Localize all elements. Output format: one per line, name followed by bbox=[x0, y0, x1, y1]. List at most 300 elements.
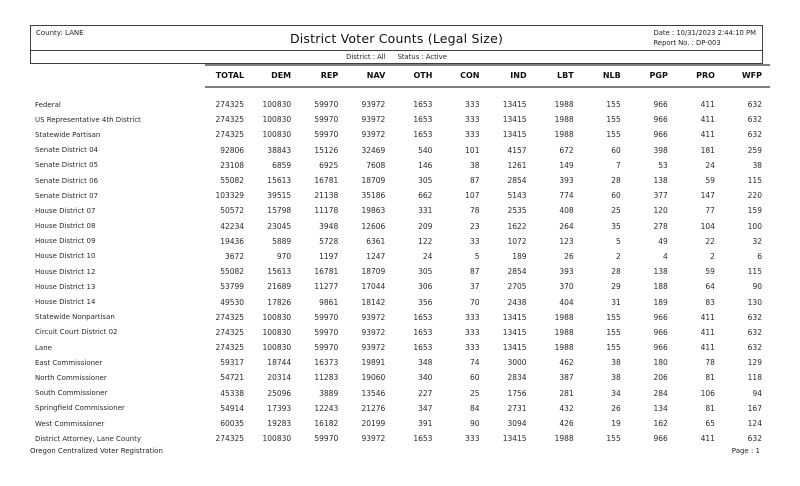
table-row bbox=[30, 416, 770, 431]
cell-value: 370 bbox=[559, 282, 574, 292]
cell-value: 59970 bbox=[314, 100, 339, 110]
cell-value: 2 bbox=[710, 251, 715, 261]
cell-value: 3094 bbox=[507, 419, 527, 429]
column-header: IND bbox=[487, 64, 534, 88]
cell-value: 1988 bbox=[554, 434, 574, 444]
cell-value: 18709 bbox=[361, 176, 386, 186]
cell-value: 20314 bbox=[267, 373, 292, 383]
cell-value: 167 bbox=[747, 403, 762, 413]
cell-value: 124 bbox=[747, 419, 762, 429]
cell-value: 356 bbox=[418, 297, 433, 307]
cell-value: 149 bbox=[559, 160, 574, 170]
cell-value: 93972 bbox=[361, 434, 386, 444]
cell-value: 274325 bbox=[215, 130, 245, 140]
cell-value: 632 bbox=[747, 130, 762, 140]
cell-value: 11277 bbox=[314, 282, 339, 292]
cell-value: 340 bbox=[418, 373, 433, 383]
column-header: TOTAL bbox=[205, 64, 252, 88]
row-label: Senate District 06 bbox=[35, 176, 99, 185]
cell-value: 6 bbox=[757, 251, 762, 261]
cell-value: 411 bbox=[700, 115, 715, 125]
cell-value: 333 bbox=[465, 130, 480, 140]
cell-value: 55082 bbox=[220, 176, 245, 186]
cell-value: 180 bbox=[653, 358, 668, 368]
table-row bbox=[30, 355, 770, 370]
cell-value: 264 bbox=[559, 221, 574, 231]
table-row bbox=[30, 173, 770, 188]
cell-value: 632 bbox=[747, 100, 762, 110]
cell-value: 1653 bbox=[413, 327, 433, 337]
cell-value: 966 bbox=[653, 434, 668, 444]
cell-value: 38 bbox=[611, 373, 621, 383]
cell-value: 3889 bbox=[319, 388, 339, 398]
status-filter-label: Status : Active bbox=[397, 53, 447, 61]
row-label: House District 12 bbox=[35, 267, 96, 276]
cell-value: 100830 bbox=[262, 434, 292, 444]
cell-value: 13415 bbox=[502, 130, 527, 140]
cell-value: 21689 bbox=[267, 282, 292, 292]
cell-value: 90 bbox=[469, 419, 480, 429]
table-row bbox=[30, 158, 770, 173]
cell-value: 78 bbox=[705, 358, 715, 368]
cell-value: 146 bbox=[418, 160, 433, 170]
cell-value: 26 bbox=[564, 251, 574, 261]
cell-value: 411 bbox=[700, 130, 715, 140]
cell-value: 404 bbox=[559, 297, 574, 307]
table-row bbox=[30, 219, 770, 234]
table-row bbox=[30, 234, 770, 249]
cell-value: 333 bbox=[465, 100, 480, 110]
cell-value: 81 bbox=[705, 373, 715, 383]
row-label: US Representative 4th District bbox=[35, 115, 141, 124]
cell-value: 59317 bbox=[220, 358, 245, 368]
cell-value: 60 bbox=[469, 373, 480, 383]
cell-value: 2705 bbox=[507, 282, 527, 292]
cell-value: 107 bbox=[465, 191, 480, 201]
row-label: House District 07 bbox=[35, 206, 96, 215]
row-label: District Attorney, Lane County bbox=[35, 434, 141, 443]
cell-value: 1247 bbox=[366, 251, 386, 261]
cell-value: 398 bbox=[653, 145, 668, 155]
cell-value: 55082 bbox=[220, 267, 245, 277]
cell-value: 159 bbox=[747, 206, 762, 216]
cell-value: 17826 bbox=[267, 297, 292, 307]
cell-value: 331 bbox=[418, 206, 433, 216]
column-header: PRO bbox=[676, 64, 723, 88]
cell-value: 93972 bbox=[361, 327, 386, 337]
cell-value: 24 bbox=[422, 251, 433, 261]
cell-value: 19 bbox=[611, 419, 621, 429]
cell-value: 13546 bbox=[361, 388, 386, 398]
cell-value: 2438 bbox=[507, 297, 527, 307]
cell-value: 19283 bbox=[267, 419, 292, 429]
cell-value: 2535 bbox=[507, 206, 527, 216]
cell-value: 305 bbox=[418, 267, 433, 277]
cell-value: 274325 bbox=[215, 434, 245, 444]
cell-value: 53 bbox=[658, 160, 668, 170]
cell-value: 188 bbox=[653, 282, 668, 292]
table-row bbox=[30, 279, 770, 294]
cell-value: 21138 bbox=[314, 191, 339, 201]
table-row bbox=[30, 264, 770, 279]
cell-value: 1653 bbox=[413, 130, 433, 140]
cell-value: 59970 bbox=[314, 327, 339, 337]
cell-value: 130 bbox=[747, 297, 762, 307]
table-row bbox=[30, 386, 770, 401]
table-row bbox=[30, 325, 770, 340]
cell-value: 333 bbox=[465, 434, 480, 444]
cell-value: 632 bbox=[747, 434, 762, 444]
cell-value: 155 bbox=[606, 130, 621, 140]
table-row bbox=[30, 203, 770, 218]
cell-value: 19891 bbox=[361, 358, 386, 368]
cell-value: 115 bbox=[747, 176, 762, 186]
table-row bbox=[30, 401, 770, 416]
cell-value: 6925 bbox=[319, 160, 339, 170]
cell-value: 35 bbox=[611, 221, 621, 231]
cell-value: 2 bbox=[615, 251, 621, 261]
cell-value: 632 bbox=[747, 327, 762, 337]
cell-value: 74 bbox=[469, 358, 480, 368]
cell-value: 100830 bbox=[262, 312, 292, 322]
cell-value: 7608 bbox=[366, 160, 386, 170]
report-header-box bbox=[30, 25, 763, 64]
cell-value: 12606 bbox=[361, 221, 386, 231]
cell-value: 206 bbox=[653, 373, 668, 383]
cell-value: 101 bbox=[465, 145, 480, 155]
cell-value: 274325 bbox=[215, 115, 245, 125]
cell-value: 5 bbox=[615, 236, 621, 246]
cell-value: 189 bbox=[653, 297, 668, 307]
cell-value: 1988 bbox=[554, 312, 574, 322]
cell-value: 84 bbox=[469, 403, 480, 413]
cell-value: 284 bbox=[653, 388, 668, 398]
cell-value: 83 bbox=[705, 297, 715, 307]
cell-value: 462 bbox=[559, 358, 574, 368]
cell-value: 411 bbox=[700, 312, 715, 322]
filters-bar bbox=[31, 50, 762, 63]
cell-value: 13415 bbox=[502, 100, 527, 110]
cell-value: 54721 bbox=[220, 373, 245, 383]
cell-value: 19436 bbox=[220, 236, 245, 246]
table-row bbox=[30, 431, 770, 446]
cell-value: 100830 bbox=[262, 115, 292, 125]
cell-value: 274325 bbox=[215, 312, 245, 322]
cell-value: 632 bbox=[747, 115, 762, 125]
cell-value: 4157 bbox=[507, 145, 527, 155]
cell-value: 5728 bbox=[319, 236, 339, 246]
cell-value: 34 bbox=[611, 388, 621, 398]
cell-value: 278 bbox=[653, 221, 668, 231]
cell-value: 391 bbox=[418, 419, 433, 429]
cell-value: 432 bbox=[559, 403, 574, 413]
column-header: WFP bbox=[723, 64, 770, 88]
cell-value: 5 bbox=[474, 251, 480, 261]
date-label: Date : 10/31/2023 2:44:10 PM bbox=[653, 29, 756, 37]
cell-value: 31 bbox=[611, 297, 621, 307]
table-row bbox=[30, 112, 770, 127]
cell-value: 1756 bbox=[507, 388, 527, 398]
cell-value: 81 bbox=[705, 403, 715, 413]
cell-value: 966 bbox=[653, 312, 668, 322]
voter-counts-table bbox=[30, 64, 770, 446]
cell-value: 393 bbox=[559, 267, 574, 277]
cell-value: 13415 bbox=[502, 115, 527, 125]
cell-value: 333 bbox=[465, 115, 480, 125]
cell-value: 25 bbox=[469, 388, 480, 398]
row-label: West Commissioner bbox=[35, 419, 105, 428]
cell-value: 49 bbox=[658, 236, 668, 246]
table-row bbox=[30, 97, 770, 112]
cell-value: 966 bbox=[653, 327, 668, 337]
table-row bbox=[30, 340, 770, 355]
cell-value: 1988 bbox=[554, 343, 574, 353]
cell-value: 227 bbox=[418, 388, 433, 398]
cell-value: 377 bbox=[653, 191, 668, 201]
cell-value: 16373 bbox=[314, 358, 339, 368]
cell-value: 2854 bbox=[507, 176, 527, 186]
cell-value: 49530 bbox=[220, 297, 245, 307]
cell-value: 93972 bbox=[361, 343, 386, 353]
cell-value: 115 bbox=[747, 267, 762, 277]
cell-value: 94 bbox=[752, 388, 762, 398]
cell-value: 632 bbox=[747, 343, 762, 353]
cell-value: 50572 bbox=[220, 206, 245, 216]
cell-value: 134 bbox=[653, 403, 668, 413]
cell-value: 411 bbox=[700, 434, 715, 444]
cell-value: 1197 bbox=[319, 251, 339, 261]
column-header: CON bbox=[440, 64, 487, 88]
cell-value: 37 bbox=[469, 282, 480, 292]
cell-value: 38 bbox=[469, 160, 480, 170]
cell-value: 2731 bbox=[507, 403, 527, 413]
cell-value: 93972 bbox=[361, 100, 386, 110]
cell-value: 1988 bbox=[554, 130, 574, 140]
cell-value: 540 bbox=[418, 145, 433, 155]
cell-value: 333 bbox=[465, 327, 480, 337]
cell-value: 35186 bbox=[361, 191, 386, 201]
cell-value: 59970 bbox=[314, 130, 339, 140]
cell-value: 411 bbox=[700, 327, 715, 337]
cell-value: 33 bbox=[469, 236, 480, 246]
cell-value: 966 bbox=[653, 115, 668, 125]
cell-value: 672 bbox=[559, 145, 574, 155]
row-label: Senate District 07 bbox=[35, 191, 99, 200]
cell-value: 1988 bbox=[554, 115, 574, 125]
cell-value: 78 bbox=[469, 206, 480, 216]
cell-value: 1622 bbox=[507, 221, 527, 231]
cell-value: 15613 bbox=[267, 176, 292, 186]
cell-value: 18709 bbox=[361, 267, 386, 277]
cell-value: 100 bbox=[747, 221, 762, 231]
cell-value: 32469 bbox=[361, 145, 386, 155]
cell-value: 20199 bbox=[361, 419, 386, 429]
cell-value: 411 bbox=[700, 100, 715, 110]
row-label-spacer bbox=[30, 71, 205, 82]
cell-value: 1653 bbox=[413, 115, 433, 125]
cell-value: 100830 bbox=[262, 327, 292, 337]
cell-value: 17044 bbox=[361, 282, 386, 292]
cell-value: 11283 bbox=[314, 373, 339, 383]
cell-value: 16781 bbox=[314, 176, 339, 186]
table-row bbox=[30, 294, 770, 309]
cell-value: 305 bbox=[418, 176, 433, 186]
table-header-row bbox=[30, 64, 770, 88]
cell-value: 3672 bbox=[224, 251, 245, 261]
date-report-block bbox=[653, 29, 756, 48]
cell-value: 333 bbox=[465, 312, 480, 322]
cell-value: 162 bbox=[653, 419, 668, 429]
cell-value: 32 bbox=[752, 236, 762, 246]
cell-value: 147 bbox=[700, 191, 715, 201]
cell-value: 60035 bbox=[220, 419, 245, 429]
cell-value: 387 bbox=[559, 373, 574, 383]
cell-value: 155 bbox=[606, 100, 621, 110]
table-row bbox=[30, 370, 770, 385]
cell-value: 24 bbox=[705, 160, 715, 170]
cell-value: 38 bbox=[752, 160, 762, 170]
cell-value: 129 bbox=[747, 358, 762, 368]
cell-value: 21276 bbox=[361, 403, 386, 413]
cell-value: 28 bbox=[611, 176, 621, 186]
cell-value: 11178 bbox=[314, 206, 339, 216]
cell-value: 12243 bbox=[314, 403, 339, 413]
column-header: NLB bbox=[582, 64, 629, 88]
row-label: Senate District 05 bbox=[35, 161, 99, 170]
cell-value: 281 bbox=[559, 388, 574, 398]
cell-value: 25096 bbox=[267, 388, 292, 398]
cell-value: 16182 bbox=[314, 419, 339, 429]
cell-value: 59 bbox=[705, 176, 715, 186]
cell-value: 155 bbox=[606, 434, 621, 444]
cell-value: 1653 bbox=[413, 434, 433, 444]
row-label: Federal bbox=[35, 100, 61, 109]
cell-value: 274325 bbox=[215, 327, 245, 337]
cell-value: 90 bbox=[752, 282, 762, 292]
cell-value: 28 bbox=[611, 267, 621, 277]
cell-value: 662 bbox=[418, 191, 433, 201]
cell-value: 5889 bbox=[272, 236, 292, 246]
table-row bbox=[30, 249, 770, 264]
column-header: NAV bbox=[346, 64, 393, 88]
cell-value: 93972 bbox=[361, 130, 386, 140]
cell-value: 13415 bbox=[502, 327, 527, 337]
cell-value: 60 bbox=[611, 145, 621, 155]
cell-value: 426 bbox=[559, 419, 574, 429]
cell-value: 100830 bbox=[262, 343, 292, 353]
cell-value: 104 bbox=[700, 221, 715, 231]
cell-value: 155 bbox=[606, 115, 621, 125]
cell-value: 774 bbox=[559, 191, 574, 201]
cell-value: 53799 bbox=[220, 282, 245, 292]
cell-value: 122 bbox=[418, 236, 433, 246]
cell-value: 5143 bbox=[507, 191, 527, 201]
cell-value: 100830 bbox=[262, 100, 292, 110]
cell-value: 26 bbox=[611, 403, 621, 413]
table-row bbox=[30, 310, 770, 325]
cell-value: 1653 bbox=[413, 343, 433, 353]
cell-value: 39515 bbox=[267, 191, 292, 201]
cell-value: 118 bbox=[747, 373, 762, 383]
cell-value: 120 bbox=[653, 206, 668, 216]
cell-value: 15613 bbox=[267, 267, 292, 277]
cell-value: 93972 bbox=[361, 312, 386, 322]
cell-value: 1261 bbox=[507, 160, 527, 170]
cell-value: 59970 bbox=[314, 434, 339, 444]
cell-value: 23108 bbox=[220, 160, 245, 170]
cell-value: 632 bbox=[747, 312, 762, 322]
cell-value: 54914 bbox=[220, 403, 245, 413]
cell-value: 3948 bbox=[319, 221, 339, 231]
cell-value: 155 bbox=[606, 327, 621, 337]
cell-value: 259 bbox=[747, 145, 762, 155]
table-row bbox=[30, 188, 770, 203]
cell-value: 13415 bbox=[502, 312, 527, 322]
column-header: REP bbox=[299, 64, 346, 88]
table-row bbox=[30, 143, 770, 158]
row-label: North Commissioner bbox=[35, 373, 107, 382]
cell-value: 18744 bbox=[267, 358, 292, 368]
cell-value: 138 bbox=[653, 176, 668, 186]
row-label: East Commissioner bbox=[35, 358, 103, 367]
cell-value: 9861 bbox=[319, 297, 339, 307]
cell-value: 38 bbox=[611, 358, 621, 368]
cell-value: 1072 bbox=[507, 236, 527, 246]
cell-value: 970 bbox=[276, 251, 292, 261]
cell-value: 1988 bbox=[554, 327, 574, 337]
cell-value: 966 bbox=[653, 130, 668, 140]
cell-value: 411 bbox=[700, 343, 715, 353]
column-header: OTH bbox=[393, 64, 440, 88]
cell-value: 16781 bbox=[314, 267, 339, 277]
cell-value: 155 bbox=[606, 343, 621, 353]
row-label: Senate District 04 bbox=[35, 146, 99, 155]
cell-value: 42234 bbox=[220, 221, 245, 231]
cell-value: 220 bbox=[747, 191, 762, 201]
cell-value: 45338 bbox=[220, 388, 245, 398]
column-header: PGP bbox=[629, 64, 676, 88]
cell-value: 274325 bbox=[215, 100, 245, 110]
cell-value: 15126 bbox=[314, 145, 339, 155]
cell-value: 155 bbox=[606, 312, 621, 322]
cell-value: 25 bbox=[611, 206, 621, 216]
cell-value: 4 bbox=[663, 251, 668, 261]
report-header-top bbox=[31, 26, 762, 50]
cell-value: 6859 bbox=[272, 160, 292, 170]
cell-value: 13415 bbox=[502, 343, 527, 353]
cell-value: 2834 bbox=[507, 373, 527, 383]
cell-value: 138 bbox=[653, 267, 668, 277]
cell-value: 59 bbox=[705, 267, 715, 277]
row-label: South Commissioner bbox=[35, 389, 108, 398]
cell-value: 333 bbox=[465, 343, 480, 353]
cell-value: 966 bbox=[653, 343, 668, 353]
row-label: Statewide Partisan bbox=[35, 130, 101, 139]
cell-value: 59970 bbox=[314, 312, 339, 322]
report-title: District Voter Counts (Legal Size) bbox=[289, 31, 504, 46]
cell-value: 106 bbox=[700, 388, 715, 398]
cell-value: 274325 bbox=[215, 343, 245, 353]
footer-system-name: Oregon Centralized Voter Registration bbox=[30, 447, 163, 455]
cell-value: 70 bbox=[469, 297, 480, 307]
row-label: House District 10 bbox=[35, 252, 96, 261]
cell-value: 1653 bbox=[413, 100, 433, 110]
cell-value: 29 bbox=[611, 282, 621, 292]
cell-value: 59970 bbox=[314, 115, 339, 125]
row-label: House District 08 bbox=[35, 222, 96, 231]
cell-value: 22 bbox=[705, 236, 715, 246]
cell-value: 1988 bbox=[554, 100, 574, 110]
